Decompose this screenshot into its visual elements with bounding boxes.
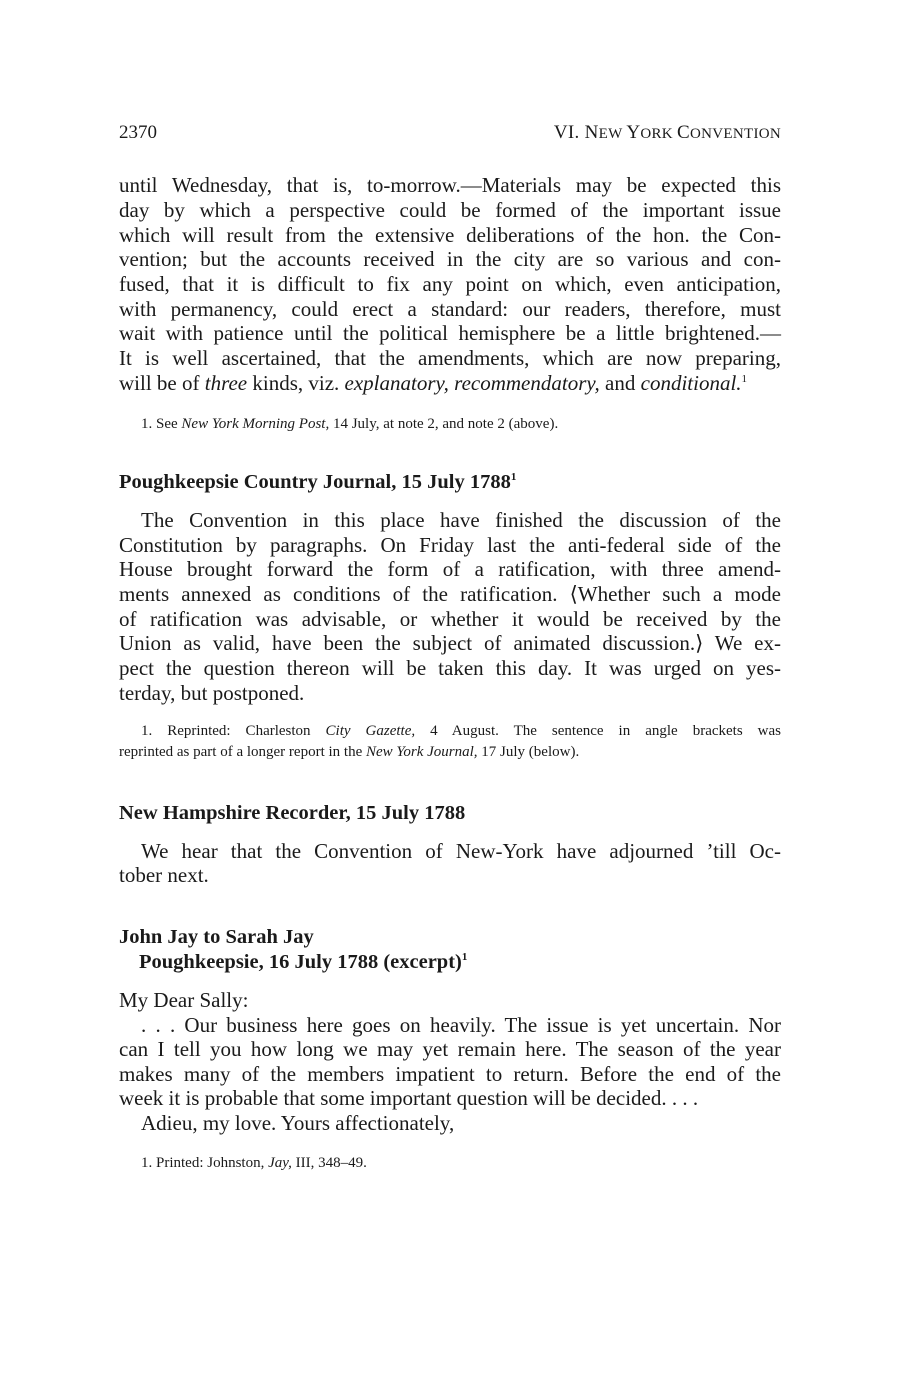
body-line: which will result from the extensive deliberations of the hon. the Con-: [119, 223, 781, 247]
body-line: can I tell you how long we may yet remain here. The season of the year: [119, 1037, 781, 1061]
page-number: 2370: [119, 122, 157, 143]
body-line: The Convention in this place have finished the discussion of the: [141, 508, 781, 532]
body-line: terday, but postponed.: [119, 681, 305, 705]
footnote-ref: 1: [461, 951, 468, 963]
body-line: wait with patience until the political hemisphere be a little brightened.—: [119, 321, 781, 345]
body-line: Constitution by paragraphs. On Friday last the anti-federal side of the: [119, 533, 781, 557]
footnote: 1. Reprinted: Charleston City Gazette, 4 August. The sentence in angle brackets was: [141, 723, 781, 739]
body-line: of ratification was advisable, or whether it would be received by the: [119, 607, 781, 631]
entry-heading: John Jay to Sarah Jay: [119, 926, 314, 948]
body-line: vention; but the accounts received in the city are so various and con-: [119, 247, 781, 271]
body-line: tober next.: [119, 863, 209, 887]
closing: Adieu, my love. Yours affectionately,: [141, 1111, 455, 1135]
running-head: [119, 122, 781, 150]
body-line: It is well ascertained, that the amendments, which are now preparing,: [119, 346, 781, 370]
footnote: 1. Printed: Johnston, Jay, III, 348–49.: [141, 1155, 367, 1171]
body-line: until Wednesday, that is, to-morrow.—Materials may be expected this: [119, 173, 781, 197]
body-line: fused, that it is difficult to fix any point on which, even anticipation,: [119, 272, 781, 296]
body-line: House brought forward the form of a ratification, with three amend-: [119, 557, 781, 581]
body-line: with permanency, could erect a standard: our readers, therefore, must: [119, 297, 781, 321]
body-line: week it is probable that some important question will be decided. . . .: [119, 1086, 699, 1110]
footnote-cont: reprinted as part of a longer report in the New York Journal, 17 July (below).: [119, 744, 580, 760]
body-line: pect the question thereon will be taken this day. It was urged on yes-: [119, 656, 781, 680]
entry-subheading: Poughkeepsie, 16 July 1788 (excerpt)$^1$: [139, 951, 468, 973]
body-line-last: will be of three kinds, viz. explanatory, recommendatory, and conditional.$^1$: [119, 371, 748, 395]
footnote-ref: 1: [741, 373, 748, 385]
footnote: 1. See New York Morning Post, 14 July, at note 2, and note 2 (above).: [141, 416, 559, 432]
body-line: day by which a perspective could be formed of the important issue: [119, 198, 781, 222]
body-line: . . . Our business here goes on heavily. The issue is yet uncertain. Nor: [141, 1013, 781, 1037]
body-line: makes many of the members impatient to return. Before the end of the: [119, 1062, 781, 1086]
body-line: We hear that the Convention of New-York have adjourned ’till Oc-: [141, 839, 781, 863]
body-line: Union as valid, have been the subject of animated discussion.⟩ We ex-: [119, 631, 781, 655]
entry-heading: New Hampshire Recorder, 15 July 1788: [119, 802, 466, 824]
section-title: VI. NEW YORK CONVENTION: [553, 122, 781, 143]
body-line: ments annexed as conditions of the ratification. ⟨Whether such a mode: [119, 582, 781, 606]
entry-heading: Poughkeepsie Country Journal, 15 July 1788$^1$: [119, 471, 517, 493]
salutation: My Dear Sally:: [119, 988, 249, 1012]
footnote-ref: 1: [510, 471, 517, 483]
